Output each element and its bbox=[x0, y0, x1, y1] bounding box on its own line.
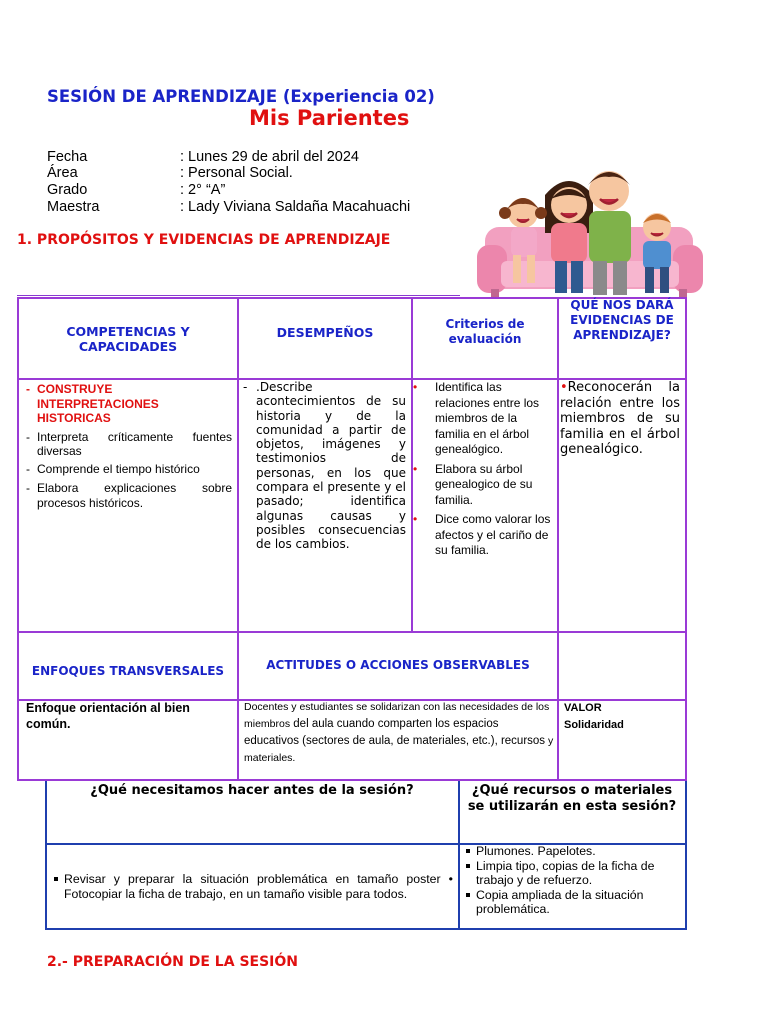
info-label: Fecha bbox=[47, 149, 88, 165]
evidencia-text: Reconocerán la relación entre los miembros de su familia en el árbol genealógico. bbox=[560, 380, 680, 457]
header-enfoques: ENFOQUES TRANSVERSALES bbox=[31, 663, 225, 678]
bullet: • bbox=[560, 380, 568, 395]
actitud-part: del aula cuando comparten los espacios educativos (sectores de aula, de materiales, etc.), recursos bbox=[244, 718, 546, 747]
recurso-item: Copia ampliada de la situación problemática. bbox=[465, 888, 683, 917]
prep-recursos-cell bbox=[465, 844, 683, 917]
family-illustration bbox=[473, 165, 709, 300]
prep-question-2: ¿Qué recursos o materiales se utilizarán en esta sesión? bbox=[467, 783, 677, 814]
prep-actividad: Revisar y preparar la situación problemática en tamaño poster • Fotocopiar la ficha de trabajo, en un tamaño visible para todos. bbox=[53, 872, 453, 901]
criterio-item: • Identifica las relaciones entre los miembros de la familia en el árbol genealógico. bbox=[407, 380, 553, 458]
actitud-part: y materiales. bbox=[244, 735, 554, 764]
session-title: SESIÓN DE APRENDIZAJE (Experiencia 02) bbox=[47, 87, 435, 106]
info-value: : 2° “A” bbox=[180, 182, 226, 198]
info-value: : Personal Social. bbox=[180, 165, 293, 181]
section-2-heading: 2.- PREPARACIÓN DE LA SESIÓN bbox=[47, 954, 298, 970]
desempeno-text: - .Describe acontecimientos de su historia y de la comunidad a partir de objetos, imágenes y testimonios de personas, en los que compara el presente y el pasado; identifica algunas causas y posibles consecuencias de los cambios. bbox=[243, 380, 406, 552]
valor-cell bbox=[564, 700, 624, 734]
actitud-part: Docentes y estudiantes se solidarizan con las necesidades de los miembros bbox=[244, 701, 550, 730]
info-value: : Lady Viviana Saldaña Macahuachi bbox=[180, 199, 411, 215]
desempeno-cell bbox=[243, 380, 406, 552]
header-evidencias: QUÉ NOS DARÁ EVIDENCIAS DE APRENDIZAJE? bbox=[570, 298, 674, 342]
evidencia-cell bbox=[560, 380, 680, 458]
capacidad-item: - Elabora explicaciones sobre procesos históricos. bbox=[26, 481, 232, 510]
actitud-text bbox=[244, 699, 554, 767]
competencia-title: - CONSTRUYE INTERPRETACIONES HISTORICAS bbox=[26, 382, 232, 426]
header-competencias: COMPETENCIAS Y CAPACIDADES bbox=[66, 323, 190, 354]
session-subtitle: Mis Parientes bbox=[249, 106, 410, 130]
valor-value: Solidaridad bbox=[564, 719, 624, 731]
divider bbox=[17, 295, 460, 296]
header-criterios: Criterios de evaluación bbox=[445, 317, 525, 346]
criterio-item: • Elabora su árbol genealogico de su familia. bbox=[407, 462, 553, 509]
enfoque-text: Enfoque orientación al bien común. bbox=[26, 701, 190, 731]
recurso-item: Plumones. Papelotes. bbox=[465, 844, 683, 859]
competencias-cell bbox=[26, 382, 232, 510]
valor-label: VALOR bbox=[564, 702, 602, 714]
info-label: Grado bbox=[47, 182, 88, 198]
capacidad-item: - Comprende el tiempo histórico bbox=[26, 462, 232, 477]
prep-actividad-cell bbox=[53, 872, 453, 901]
recurso-item: Limpia tipo, copias de la ficha de trabajo y de refuerzo. bbox=[465, 859, 683, 888]
info-value: : Lunes 29 de abril del 2024 bbox=[180, 149, 359, 165]
capacidad-item: - Interpreta críticamente fuentes diversas bbox=[26, 430, 232, 459]
info-label: Maestra bbox=[47, 199, 100, 215]
header-desempenos: DESEMPEÑOS bbox=[276, 324, 374, 340]
header-actitudes: ACTITUDES O ACCIONES OBSERVABLES bbox=[266, 657, 530, 672]
section-1-heading: 1. PROPÓSITOS Y EVIDENCIAS DE APRENDIZAJE bbox=[17, 232, 391, 248]
info-label: Área bbox=[47, 165, 78, 181]
prep-question-1: ¿Qué necesitamos hacer antes de la sesión? bbox=[90, 783, 414, 798]
criterio-item: • Dice como valorar los afectos y el cariño de su familia. bbox=[407, 512, 553, 559]
criterios-cell bbox=[437, 380, 553, 563]
